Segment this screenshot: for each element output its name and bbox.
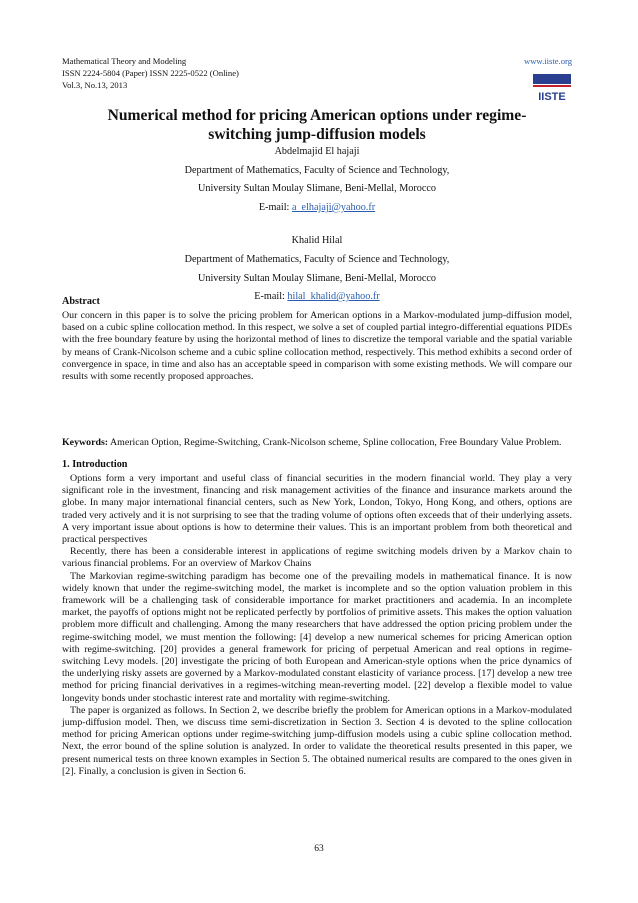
author2-univ: University Sultan Moulay Slimane, Beni-Mellal, Morocco xyxy=(198,272,436,284)
paper-title-line1: Numerical method for pricing American options under regime- xyxy=(107,107,527,124)
author2-email-link[interactable]: hilal_khalid@yahoo.fr xyxy=(287,291,380,303)
journal-url-box xyxy=(524,55,572,67)
introduction-body xyxy=(62,473,572,778)
author2-name: Khalid Hilal xyxy=(291,235,343,247)
author-block xyxy=(62,143,572,307)
author2-dept: Department of Mathematics, Faculty of Science and Technology, xyxy=(184,253,450,265)
author1-dept: Department of Mathematics, Faculty of Science and Technology, xyxy=(184,164,450,176)
author1-email-line xyxy=(62,199,572,218)
iiste-logo xyxy=(531,71,573,105)
author2-email-line xyxy=(62,288,572,307)
author1-name: Abdelmajid El hajaji xyxy=(274,146,360,157)
intro-paragraph: The paper is organized as follows. In Section 2, we describe briefly the problem for American options in a Markov-modulated jump-diffusion model. Then, we discuss time semi-discretization in Section 3. Section 4 is devoted to the spline collocation method for pricing American options under regime-switching jump-diffusion models using a cubic spline collocation method. Next, the error bound of the spline solution is analyzed. In order to validate the theoretical results presented in this paper, we present numerical tests on three known examples in Section 5. The obtained numerical results are compared to the ones given in [2]. Finally, a conclusion is given in Section 6. xyxy=(62,704,572,777)
author2-email-label: E-mail: xyxy=(254,291,288,303)
abstract-text: Our concern in this paper is to solve the pricing problem for American options in a Markov-modulated jump-diffusion model, based on a cubic spline collocation method. In this respect, we solve a set of coupled partial integro-differential equations PIDEs with the free boundary feature by using the horizontal method of lines to discretize the temporal variable and the spatial variable by means of Crank-Nicolson scheme and a cubic spline collocation method, respectively. This method exhibits a second order of convergence in space, in time and also has an acceptable speed in comparison with some existing methods. We will compare our results with some recently proposed approaches. xyxy=(62,310,572,383)
abstract-heading: Abstract xyxy=(62,296,100,307)
journal-name: Mathematical Theory and Modeling xyxy=(62,56,187,66)
author1-email-label: E-mail: xyxy=(258,201,292,213)
paper-title xyxy=(62,106,572,144)
intro-paragraph: Options form a very important and useful class of financial securities in the modern financial world. They play a very significant role in the investment, financing and risk management activities of the finance and insurance markets around the globe. In many major international financial centers, such as New York, London, Tokyo, Hong Kong, and others, options are traded very actively and it is not surprising to see that the trading volume of options often exceeds that of their underlying assets. A very important issue about options is how to determine their values. This is an important problem from both theoretical and practical perspectives xyxy=(62,473,572,546)
journal-issn: ISSN 2224-5804 (Paper) ISSN 2225-0522 (Online) xyxy=(62,68,239,78)
keywords-list: American Option, Regime-Switching, Crank-Nicolson scheme, Spline collocation, Free Boundary Value Problem. xyxy=(108,437,562,448)
author1-email-link[interactable]: a_elhajaji@yahoo.fr xyxy=(291,201,376,213)
journal-volume: Vol.3, No.13, 2013 xyxy=(62,80,128,90)
keywords xyxy=(62,437,572,449)
paper-title-line2: switching jump-diffusion models xyxy=(208,126,426,143)
journal-header xyxy=(62,55,239,91)
intro-paragraph: The Markovian regime-switching paradigm has become one of the prevailing models in mathematical finance. It is now widely known that under the regime-switching model, the market is incomplete and so the option valuation problem in this framework will be a challenging task of considerable importance for market practitioners and academia. In an incomplete market, the payoffs of options might not be replicated perfectly by portfolios of primitive assets. This makes the option valuation problem more difficult and challenging. Among the many researchers that have addressed the option pricing problem under the regime-switching model, we must mention the following: [4] develop a new numerical schemes for pricing American option with regime-switching. [20] provides a general framework for pricing of perpetual American and real options in regime-switching Levy models. [20] investigate the pricing of both European and American-style options when the price dynamics of the underlying risky assets are governed by a Markov-modulated constant elasticity of variance process. [17] develop a new tree method for pricing financial derivatives in a regimes-witching mean-reverting model. [22] develop a flexible model to value longevity bonds under stochastic interest rate and mortality with regime-switching. xyxy=(62,570,572,704)
journal-url-link[interactable]: www.iiste.org xyxy=(524,56,572,66)
page-number: 63 xyxy=(314,844,324,854)
section-heading-introduction: 1. Introduction xyxy=(62,459,128,470)
iiste-logo-text: IISTE xyxy=(538,91,566,103)
intro-paragraph: Recently, there has been a considerable interest in applications of regime switching models driven by a Markov chain to various financial problems. For an overview of Markov Chains xyxy=(62,546,572,570)
keywords-label: Keywords: xyxy=(62,437,109,448)
author1-univ: University Sultan Moulay Slimane, Beni-Mellal, Morocco xyxy=(198,183,436,195)
